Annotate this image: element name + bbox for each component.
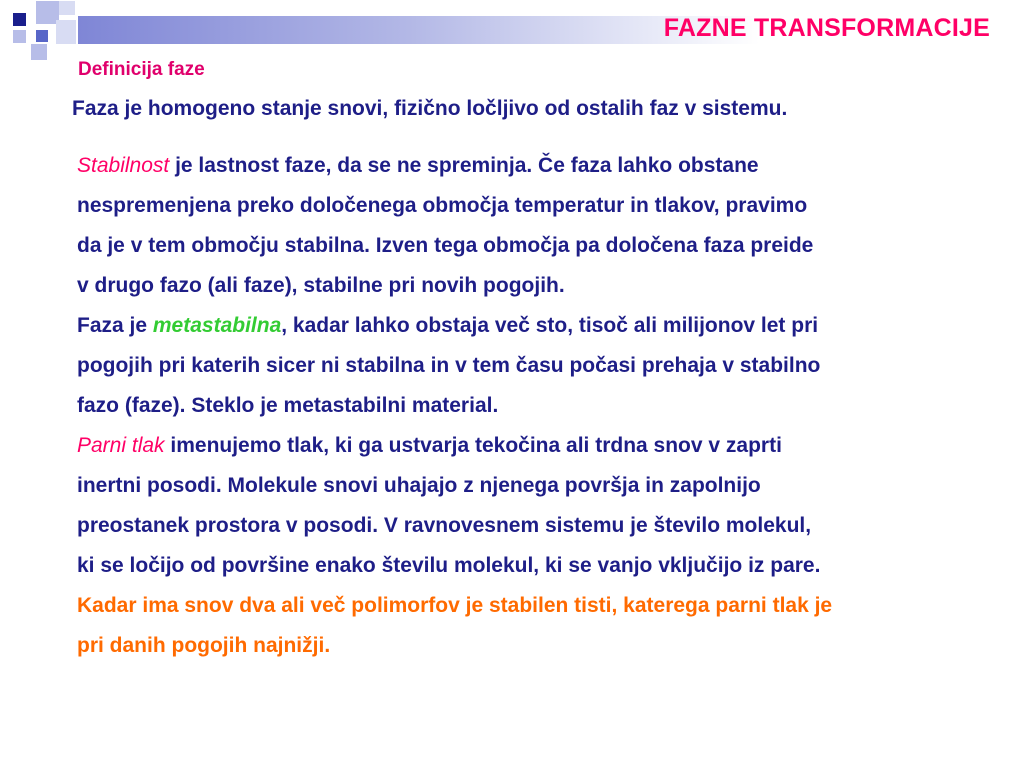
metastability-line: pogojih pri katerih sicer ni stabilna in v tem času počasi prehaja v stabilno [77,354,821,377]
body-text [77,146,1012,666]
decorative-square [56,20,76,44]
vapor-pressure-term: Parni tlak [77,434,165,457]
decorative-square [36,30,48,42]
stability-text: je lastnost faze, da se ne spreminja. Če faza lahko obstane [169,154,759,177]
stability-line: v drugo fazo (ali faze), stabilne pri novih pogojih. [77,274,565,297]
metastability-term: metastabilna [152,314,282,337]
decorative-square [59,1,75,15]
stability-line: da je v tem območju stabilna. Izven tega območja pa določena faza preide [77,234,814,257]
metastability-prefix: Faza je [77,314,153,337]
stability-term: Stabilnost [77,154,170,177]
vapor-pressure-line [77,426,1012,466]
metastability-line [77,306,1012,346]
conclusion-line: pri danih pogojih najnižji. [77,634,331,657]
metastability-text: , kadar lahko obstaja več sto, tisoč ali milijonov let pri [281,314,819,337]
decorative-square [13,30,26,43]
decorative-square [13,13,26,26]
phase-definition: Faza je homogeno stanje snovi, fizično ločljivo od ostalih faz v sistemu. [72,97,788,120]
vapor-pressure-line: preostanek prostora v posodi. V ravnovesnem sistemu je število molekul, [77,514,812,537]
vapor-pressure-line: inertni posodi. Molekule snovi uhajajo z njenega površja in zapolnijo [77,474,761,497]
conclusion-line: Kadar ima snov dva ali več polimorfov je stabilen tisti, katerega parni tlak je [77,594,833,617]
vapor-pressure-text: imenujemo tlak, ki ga ustvarja tekočina ali trdna snov v zaprti [164,434,782,457]
metastability-line: fazo (faze). Steklo je metastabilni material. [77,394,499,417]
section-heading: Definicija faze [78,59,205,80]
decorative-square [31,44,47,60]
slide-title: FAZNE TRANSFORMACIJE [663,14,990,42]
vapor-pressure-line: ki se ločijo od površine enako številu molekul, ki se vanjo vključijo iz pare. [77,554,821,577]
stability-line [77,146,1012,186]
stability-line: nespremenjena preko določenega območja temperatur in tlakov, pravimo [77,194,808,217]
